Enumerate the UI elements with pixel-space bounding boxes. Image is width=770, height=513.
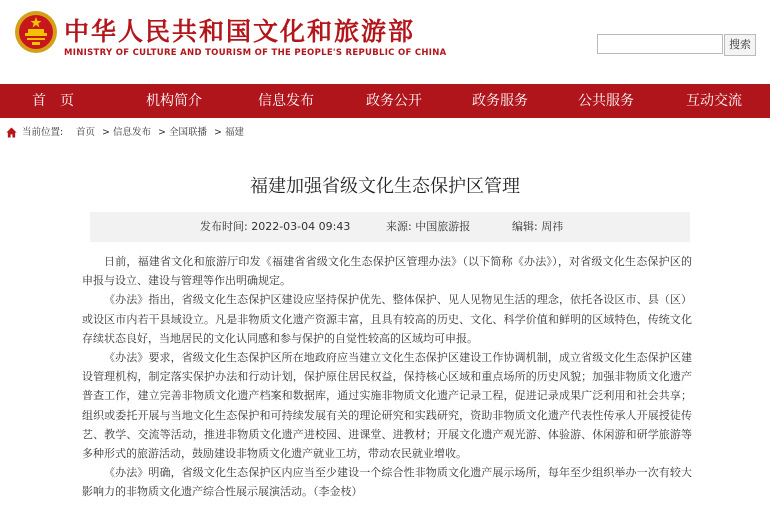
article-paragraph: 《办法》要求，省级文化生态保护区所在地政府应当建立文化生态保护区建设工作协调机制，成立省级文化生态保护区建设管理机构，制定落实保护办法和行动计划，保护原住居民权益，保持核心区域和重点场所的历史风貌；加强非物质文化遗产普查工作，建立完善非物质文化遗产档案和数据库，通过实施非物质文化遗产记录工程，促进记录成果广泛利用和社会共享；组织或委托开展与当地文化生态保护和可持续发展有关的理论研究和实践研究，资助非物质文化遗产代表性传承人开展授徒传艺、教学、交流等活动，推进非物质文化遗产进校园、进课堂、进教材；开展文化遗产观光游、体验游、休闲游和研学旅游等多种形式的旅游活动，鼓励建设非物质文化遗产就业工坊，带动农民就业增收。 — [82, 351, 692, 461]
breadcrumb-separator: > — [102, 127, 110, 138]
national-emblem-icon[interactable] — [14, 10, 58, 54]
article-title: 福建加强省级文化生态保护区管理 — [250, 176, 520, 197]
article-paragraph: 《办法》指出，省级文化生态保护区建设应坚持保护优先、整体保护、见人见物见生活的理念，依托各设区市、县（区）或设区市内若干县域设立。凡是非物质文化遗产资源丰富，且具有较高的历史、文化、科学价值和鲜明的区域特色，传统文化存续状态良好，当地居民的文化认同感和参与保护的自觉性较高的区域均可申报。 — [82, 293, 692, 345]
site-title[interactable]: 中华人民共和国文化和旅游部 — [64, 17, 416, 46]
publish-date: 发布时间: 2022-03-04 09:43 — [200, 220, 351, 233]
article-editor: 编辑: 周祎 — [512, 220, 564, 233]
article-meta — [90, 212, 690, 242]
site-header — [0, 0, 770, 84]
article-paragraph: 《办法》明确，省级文化生态保护区内应当至少建设一个综合性非物质文化遗产展示场所，每年至少组织举办一次有较大影响力的非物质文化遗产综合性展示展演活动。（李金枝） — [82, 466, 692, 499]
nav-item-news[interactable]: 信息发布 — [258, 93, 314, 109]
breadcrumb-news[interactable]: 信息发布 — [113, 127, 152, 138]
nav-item-home[interactable]: 首 页 — [32, 93, 74, 109]
breadcrumb-home[interactable]: 首页 — [76, 127, 96, 138]
home-icon — [6, 127, 17, 138]
nav-item-government-services[interactable]: 政务服务 — [472, 93, 528, 109]
search-input[interactable] — [597, 34, 723, 54]
breadcrumb-separator: > — [214, 127, 222, 138]
breadcrumb-national-broadcast[interactable]: 全国联播 — [169, 127, 208, 138]
nav-item-public-services[interactable]: 公共服务 — [578, 93, 634, 109]
nav-item-about[interactable]: 机构简介 — [146, 93, 202, 109]
search-button[interactable]: 搜索 — [724, 34, 756, 56]
breadcrumb-separator: > — [158, 127, 166, 138]
article-source: 来源: 中国旅游报 — [386, 220, 471, 233]
nav-item-government-affairs[interactable]: 政务公开 — [366, 93, 422, 109]
site-subtitle: MINISTRY OF CULTURE AND TOURISM OF THE PEOPLE'S REPUBLIC OF CHINA — [64, 48, 447, 58]
main-nav — [0, 84, 770, 118]
nav-item-interaction[interactable]: 互动交流 — [686, 93, 742, 109]
article-paragraph: 日前，福建省文化和旅游厅印发《福建省省级文化生态保护区管理办法》（以下简称《办法》），对省级文化生态保护区的申报与设立、建设与管理等作出明确规定。 — [82, 255, 692, 288]
breadcrumb-label: 当前位置: — [22, 127, 64, 138]
breadcrumb-fujian[interactable]: 福建 — [225, 127, 245, 138]
article-body — [82, 252, 692, 502]
breadcrumb — [0, 118, 770, 148]
